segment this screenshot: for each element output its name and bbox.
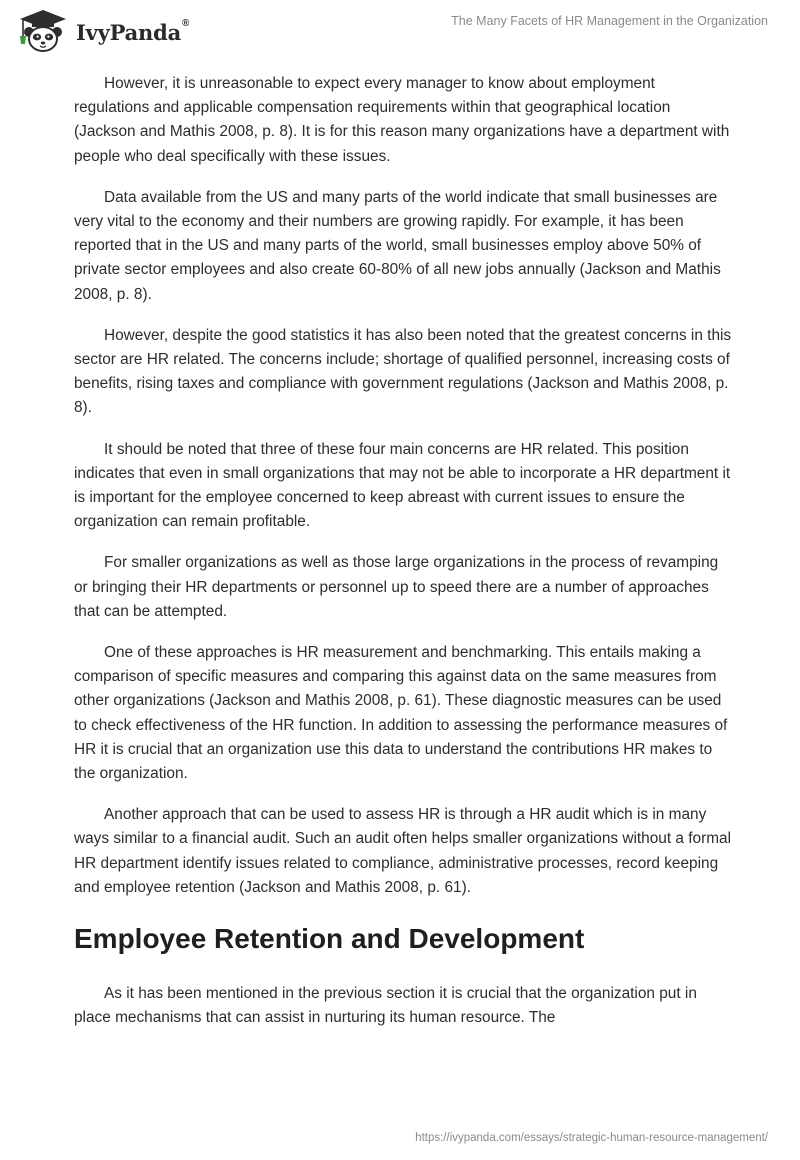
panda-graduate-icon (14, 8, 72, 54)
brand-name (76, 17, 190, 45)
article-body (74, 72, 734, 1048)
section-heading: Employee Retention and Development (74, 923, 585, 955)
paragraph: It should be noted that three of these four main concerns are HR related. This position indicates that even in small organizations that may not be able to incorporate a HR department it is important for the employee concerned to keep abreast with current issues to ensure the organization can remain profitable. (74, 440, 731, 531)
paragraph: One of these approaches is HR measurement and benchmarking. This entails making a comparison of specific measures and comparing this against data on the same measures from other organizations (Jackson and Mathis 2008, p. 61). These diagnostic measures can be used to check effectiveness of the HR function. In addition to assessing the performance measures of HR it is crucial that an organization use this data to understand the contributions HR makes to the organization. (74, 644, 728, 783)
paragraph: As it has been mentioned in the previous section it is crucial that the organization put in place mechanisms that can assist in nurturing its human resource. The (74, 985, 697, 1027)
paragraph: However, it is unreasonable to expect every manager to know about employment regulations and applicable compensation requirements within that geographical location (Jackson and Mathis 2008, p. 8). It is for this reason many organizations have a department with people who deal specifically with these issues. (74, 75, 730, 165)
document-title: The Many Facets of HR Management in the Organization (451, 14, 768, 28)
paragraph: For smaller organizations as well as those large organizations in the process of revamping or bringing their HR departments or personnel up to speed there are a number of approaches that can be attempted. (74, 554, 719, 620)
page-header (0, 0, 800, 60)
brand-name-text: IvyPanda (76, 19, 182, 45)
registered-mark: ® (182, 17, 190, 29)
paragraph: Data available from the US and many parts of the world indicate that small businesses are very vital to the economy and their numbers are growing rapidly. For example, it has been reported that in the US and many parts of the world, small businesses employ above 50% of private sector employees and also create 60-80% of all new jobs annually (Jackson and Mathis 2008, p. 8). (74, 188, 721, 303)
source-url[interactable]: https://ivypanda.com/essays/strategic-human-resource-management/ (415, 1132, 768, 1144)
paragraph: Another approach that can be used to assess HR is through a HR audit which is in many ways similar to a financial audit. Such an audit often helps smaller organizations without a formal HR department identify issues related to compliance, administrative processes, record keeping and employee retention (Jackson and Mathis 2008, p. 61). (74, 806, 732, 896)
brand-logo[interactable] (14, 8, 189, 54)
paragraph: However, despite the good statistics it has also been noted that the greatest concerns in this sector are HR related. The concerns include; shortage of qualified personnel, increasing costs of benefits, rising taxes and compliance with government regulations (Jackson and Mathis 2008, p. 8). (74, 326, 732, 417)
